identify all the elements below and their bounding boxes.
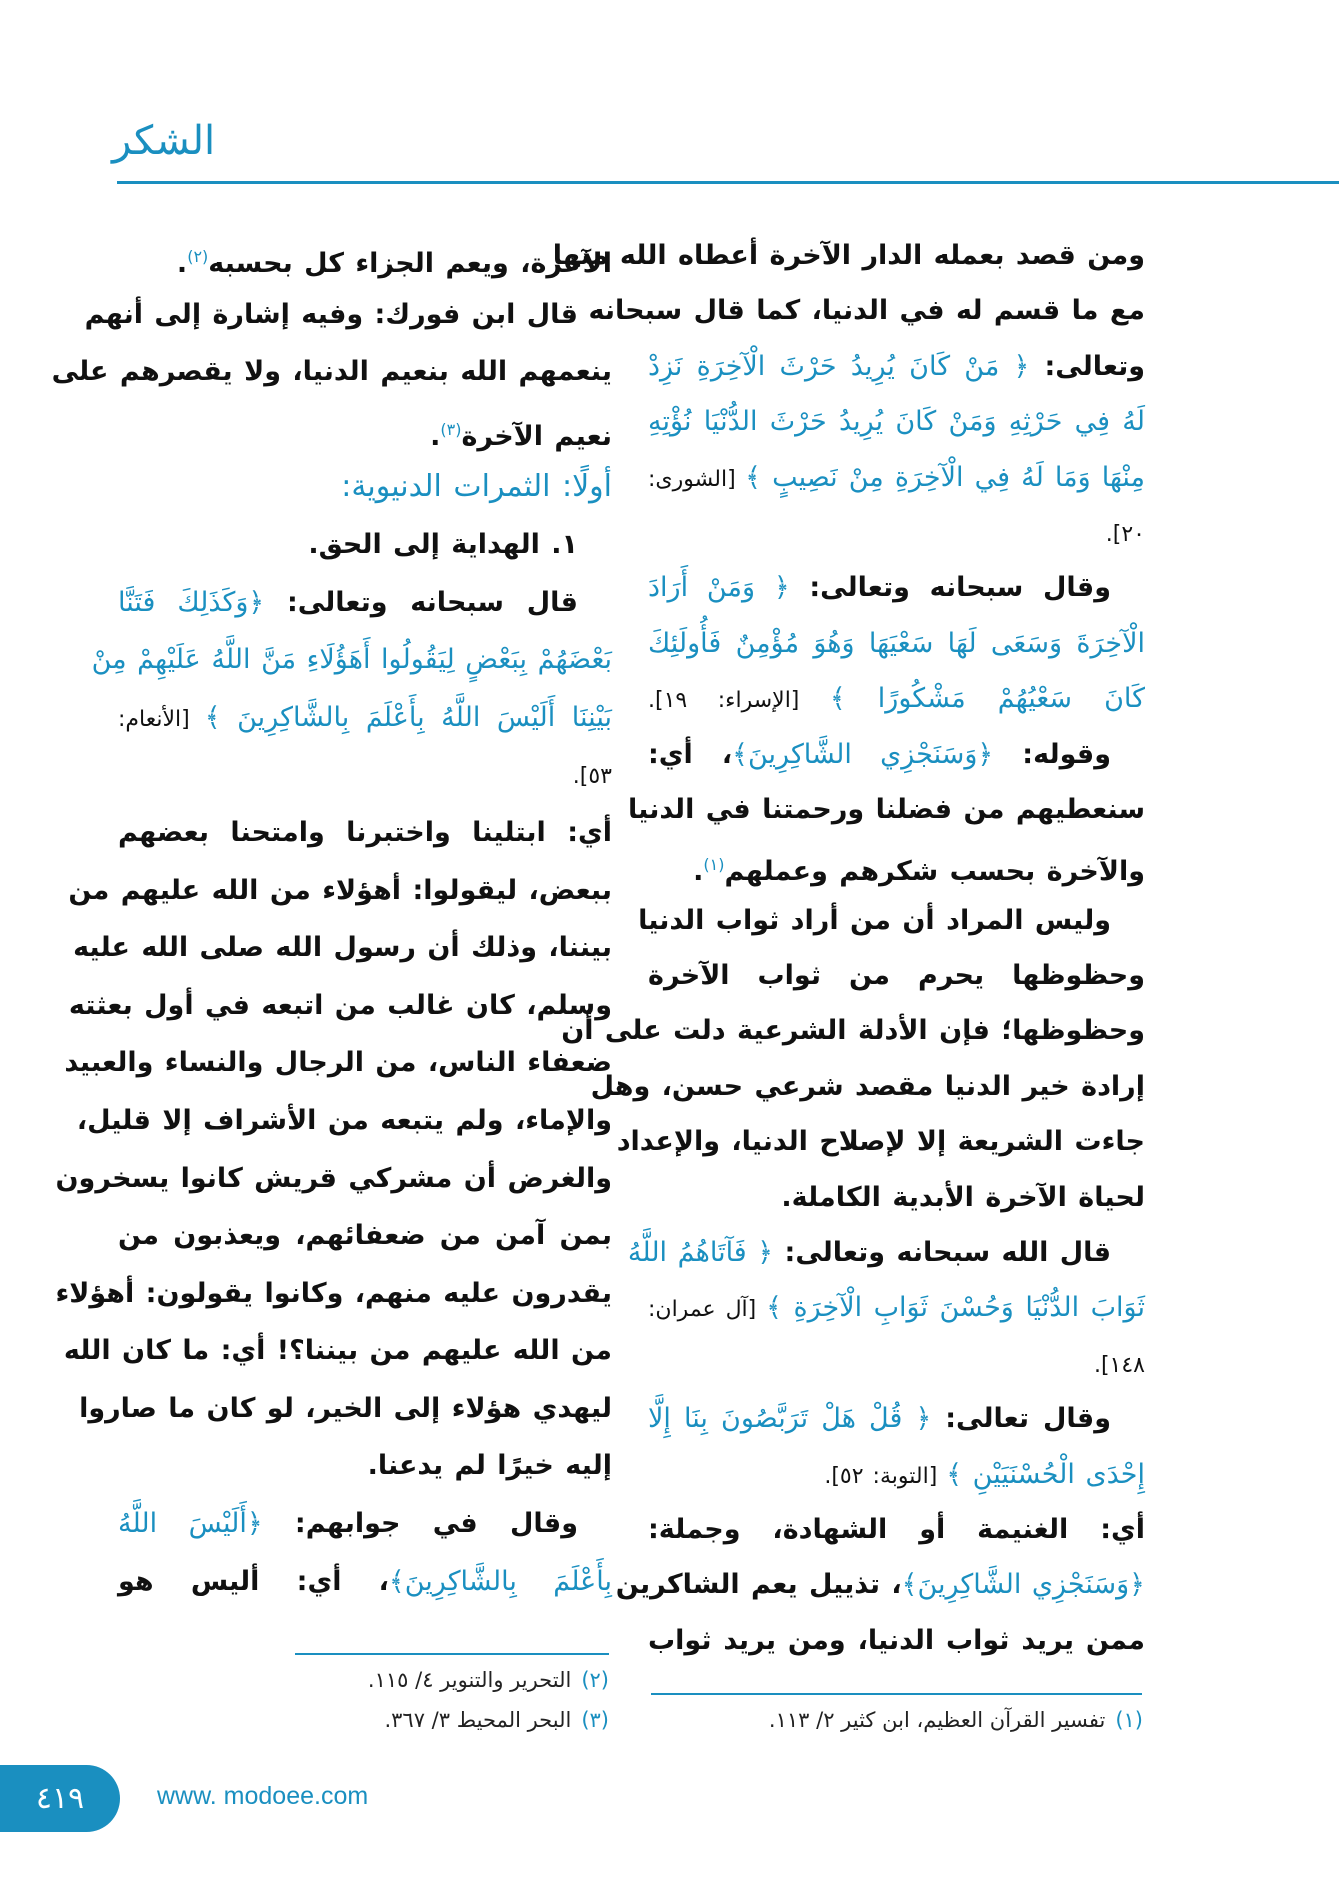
body-text: وقال سبحانه وتعالى: [789,572,1112,604]
text-line [648,560,1145,615]
body-text: قال الله سبحانه وتعالى: [773,1237,1111,1269]
text-line [118,401,612,459]
body-text: جاءت الشريعة إلا لإصلاح الدنيا، والإعداد [616,1126,1145,1158]
text-line [118,1437,612,1495]
text-line [648,1447,1145,1502]
body-text: ينعمهم الله بنعيم الدنيا، ولا يقصرهم على [51,356,612,388]
text-line [55,1265,612,1323]
body-text: ضعفاء الناس، من الرجال والنساء والعبيد [64,1047,612,1079]
footnote-marker[interactable]: (١) [703,855,725,875]
footnote-marker[interactable]: (٣) [440,419,462,439]
body-text: ، تذييل يعم الشاكرين [615,1569,902,1601]
header-divider [117,181,1339,184]
footnote-number: (٢) [581,1668,609,1692]
body-text: ، أي: [648,738,733,770]
body-text: الآخرة، ويعم الجزاء كل بحسبه [208,248,612,279]
text-line [648,1613,1145,1668]
text-line [118,804,612,862]
body-text: ممن يريد ثواب الدنيا، ومن يريد ثواب [648,1624,1145,1656]
quran-verse: ﴿ مَنْ كَانَ يُرِيدُ حَرْثَ الْآخِرَةِ نَزِدْ [648,350,1030,382]
footnote-number: (١) [1115,1708,1143,1732]
text-line [628,782,1145,837]
verse-reference: [الشورى: [648,466,746,492]
text-line [118,574,612,632]
text-line [118,228,612,286]
text-line [68,862,612,920]
footnote-1 [769,1708,1143,1732]
body-text: قال سبحانه وتعالى: [264,586,578,618]
text-line [648,727,1145,782]
quran-verse: ﴿ وَمَنْ أَرَادَ [648,572,790,604]
text-line [648,339,1145,394]
body-text: ليهدي هؤلاء إلى الخير، لو كان ما صاروا [79,1392,612,1424]
verse-reference: [التوبة: ٥٢]. [824,1463,947,1489]
text-line [73,919,612,977]
text-line [615,1557,1145,1612]
body-text: وتعالى: [1029,350,1146,382]
left-text-column [51,228,612,1610]
quran-verse: بَعْضَهُمْ بِبَعْضٍ لِيَقُولُوا أَهَؤُلَاءِ مَنَّ اللَّهُ عَلَيْهِمْ مِنْ [91,644,612,676]
website-link[interactable]: www. modoee.com [157,1782,369,1810]
footnote-text: تفسير القرآن العظيم، ابن كثير ٢/ ١١٣. [768,1708,1106,1732]
quran-verse: بَيْنِنَا أَلَيْسَ اللَّهُ بِأَعْلَمَ بِالشَّاكِرِينَ ﴾ [204,701,612,733]
quran-verse: إِحْدَى الْحُسْنَيَيْنِ ﴾ [946,1458,1145,1490]
text-line [648,394,1145,449]
quran-verse: ﴿وَسَنَجْزِي الشَّاكِرِينَ﴾ [901,1569,1145,1601]
footnote-divider-right [651,1693,1142,1695]
body-text: . [430,420,441,452]
text-line [118,516,612,574]
text-line [588,283,1145,338]
body-text: . [693,856,704,888]
footnote-text: البحر المحيط ٣/ ٣٦٧. [384,1708,572,1732]
text-line [638,893,1145,948]
body-text: أي: الغنيمة أو الشهادة، وجملة: [648,1513,1145,1545]
quran-verse: لَهُ فِي حَرْثِهِ وَمَنْ كَانَ يُرِيدُ حَرْثَ الدُّنْيَا نُؤْتِهِ [648,406,1145,438]
footnote-marker[interactable]: (٢) [187,247,209,266]
quran-verse: ﴿ قُلْ هَلْ تَرَبَّصُونَ بِنَا إِلَّا [648,1403,932,1435]
body-text: قال ابن فورك: وفيه إشارة إلى أنهم [84,298,578,330]
text-line [590,1059,1145,1114]
quran-verse: ﴿ فَآتَاهُمُ اللَّهُ [627,1237,774,1269]
chapter-title: الشكر [112,118,216,164]
body-text: وقوله: [993,738,1111,770]
text-line [648,505,1145,560]
body-text: ومن قصد بعمله الدار الآخرة أعطاه الله منها [552,240,1145,271]
body-text: والإماء، ولم يتبعه من الأشراف إلا قليل، [76,1104,612,1136]
text-line [648,1280,1145,1335]
verse-reference: ٢٠]. [1105,521,1145,547]
text-line [118,1495,612,1553]
footnote-divider-left [295,1653,609,1655]
text-line [648,1502,1145,1557]
text-line [84,286,612,344]
body-text: سنعطيهم من فضلنا ورحمتنا في الدنيا [628,793,1145,825]
text-line [118,1553,612,1611]
body-text: أي: ابتلينا واختبرنا وامتحنا بعضهم [118,816,612,848]
text-line [648,837,1145,892]
body-text: من الله عليهم من بيننا؟! أي: ما كان الله [63,1335,612,1367]
page-number-tab [0,1765,120,1832]
text-line [118,458,612,516]
text-line [648,671,1145,726]
quran-verse: ثَوَابَ الدُّنْيَا وَحُسْنَ ثَوَابِ الْآخِرَةِ ﴾ [766,1292,1145,1324]
quran-verse: مِنْهَا وَمَا لَهُ فِي الْآخِرَةِ مِنْ نَصِيبٍ ﴾ [745,461,1145,493]
quran-verse: بِأَعْلَمَ بِالشَّاكِرِينَ﴾ [388,1565,612,1597]
body-text: وقال تعالى: [931,1403,1111,1435]
verse-reference: ١٤٨]. [1093,1352,1145,1378]
body-text: وقال في جوابهم: [262,1508,579,1540]
body-text: . [176,248,188,279]
text-line [118,746,612,804]
text-line [561,1003,1145,1058]
body-text: مع ما قسم له في الدنيا، كما قال سبحانه [588,295,1145,327]
text-line [616,1114,1145,1169]
text-line [648,1336,1145,1391]
quran-verse: ﴿وَسَنَجْزِي الشَّاكِرِينَ﴾ [732,738,994,770]
page-number: ٤١٩ [35,1781,85,1816]
verse-reference: [آل عمران: [648,1297,767,1323]
verse-reference: [الإسراء: ١٩]. [648,688,830,714]
body-text: بمن آمن من ضعفائهم، ويعذبون من [118,1220,612,1252]
verse-reference: [الأنعام: [118,706,205,732]
footnote-2 [368,1668,609,1692]
text-line [552,228,1145,283]
text-line [68,977,612,1035]
body-text: والغرض أن مشركي قريش كانوا يسخرون [55,1162,612,1194]
text-line [64,1034,612,1092]
body-text: ، أي: أليس هو [118,1565,389,1597]
body-text: وليس المراد أن من أراد ثواب الدنيا [638,904,1111,936]
quran-verse: الْآخِرَةَ وَسَعَى لَهَا سَعْيَهَا وَهُوَ مُؤْمِنٌ فَأُولَئِكَ [648,627,1145,659]
body-text: إرادة خير الدنيا مقصد شرعي حسن، وهل [590,1070,1145,1102]
text-line [76,1092,612,1150]
text-line [55,1150,612,1208]
text-line [91,631,612,689]
section-heading: أولًا: الثمرات الدنيوية: [341,469,612,505]
body-text: والآخرة بحسب شكرهم وعملهم [724,856,1145,888]
text-line [118,1207,612,1265]
body-text: يقدرون عليه منهم، وكانوا يقولون: أهؤلاء [55,1277,612,1309]
quran-verse: ﴿أَلَيْسَ اللَّهُ [118,1508,263,1540]
quran-verse: كَانَ سَعْيُهُمْ مَشْكُورًا ﴾ [829,683,1146,715]
text-line [648,616,1145,671]
text-line [648,450,1145,505]
body-text: نعيم الآخرة [461,420,612,452]
footnote-number: (٣) [581,1708,609,1732]
body-text: وحظوظها يحرم من ثواب الآخرة [648,960,1145,992]
text-line [118,689,612,747]
text-line [79,1380,612,1438]
body-text: ببعض، ليقولوا: أهؤلاء من الله عليهم من [68,874,612,906]
verse-reference: ٥٣]. [572,764,612,790]
body-text: إليه خيرًا لم يدعنا. [367,1450,612,1482]
text-line [648,1170,1145,1225]
text-line [627,1225,1145,1280]
text-line [648,948,1145,1003]
quran-verse: ﴿وَكَذَلِكَ فَتَنَّا [118,586,265,618]
footnote-text: التحرير والتنوير ٤/ ١١٥. [367,1668,572,1692]
text-line [63,1322,612,1380]
footnote-3 [384,1708,609,1732]
text-line [648,1391,1145,1446]
body-text: لحياة الآخرة الأبدية الكاملة. [781,1181,1145,1213]
body-text: ١. الهداية إلى الحق. [308,528,578,560]
body-text: بيننا، وذلك أن رسول الله صلى الله عليه [73,932,612,964]
text-line [51,343,612,401]
body-text: وحظوظها؛ فإن الأدلة الشرعية دلت على أن [561,1015,1145,1047]
body-text: وسلم، كان غالب من اتبعه في أول بعثته [68,989,612,1021]
